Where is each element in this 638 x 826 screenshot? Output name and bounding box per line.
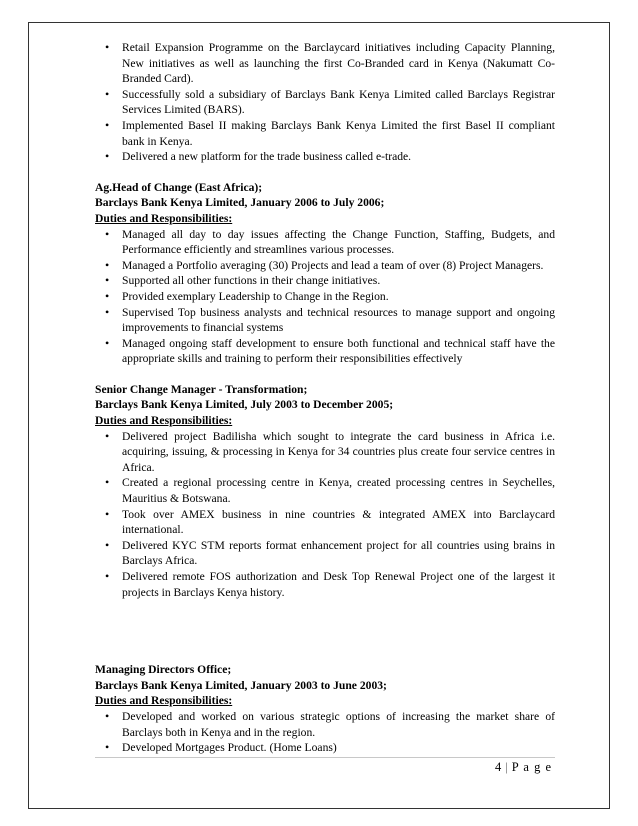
list-item: • Supported all other functions in their change initiatives. — [95, 273, 555, 289]
section-company: Barclays Bank Kenya Limited, January 2006 to July 2006; — [95, 196, 385, 210]
document-body — [95, 40, 555, 756]
list-item: • Provided exemplary Leadership to Change in the Region. — [95, 289, 555, 305]
section-title: Managing Directors Office; — [95, 663, 232, 677]
list-item: • Took over AMEX business in nine countries & integrated AMEX into Barclaycard international. — [95, 507, 555, 538]
list-item: • Successfully sold a subsidiary of Barclays Bank Kenya Limited called Barclays Registrar Services Limited (BARS). — [95, 87, 555, 118]
list-item: • Supervised Top business analysts and technical resources to manage support and ongoing improvements to financial systems — [95, 305, 555, 336]
section-title: Ag.Head of Change (East Africa); — [95, 180, 263, 194]
list-item: • Developed Mortgages Product. (Home Loans) — [95, 740, 555, 756]
list-item: • Delivered a new platform for the trade business called e-trade. — [95, 149, 555, 165]
section-senior-change-manager — [95, 382, 555, 600]
list-item: • Delivered project Badilisha which sought to integrate the card business in Africa i.e. acquiring, issuing, & processing in Kenya for 34 countries plus create four service centres in Africa. — [95, 429, 555, 476]
section-company: Barclays Bank Kenya Limited, July 2003 to December 2005; — [95, 398, 394, 412]
duties-heading: Duties and Responsibilities: — [95, 694, 233, 708]
footer-divider — [95, 757, 555, 758]
duties-heading: Duties and Responsibilities: — [95, 211, 233, 225]
section-company: Barclays Bank Kenya Limited, January 2003 to June 2003; — [95, 678, 387, 692]
page-separator: | — [505, 760, 509, 774]
duties-list — [95, 227, 555, 367]
section-managing-directors-office — [95, 662, 555, 756]
duties-list — [95, 429, 555, 601]
duties-list — [95, 709, 555, 756]
intro-bullet-list — [95, 40, 555, 165]
list-item: • Delivered KYC STM reports format enhancement project for all countries using brains in Barclays Africa. — [95, 538, 555, 569]
section-title: Senior Change Manager - Transformation; — [95, 382, 308, 396]
list-item: • Implemented Basel II making Barclays Bank Kenya Limited the first Basel II compliant bank in Kenya. — [95, 118, 555, 149]
list-item: • Delivered remote FOS authorization and Desk Top Renewal Project one of the largest it projects in Barclays Kenya history. — [95, 569, 555, 600]
list-item: • Managed a Portfolio averaging (30) Projects and lead a team of over (8) Project Managers. — [95, 258, 555, 274]
page-number: 4 — [495, 760, 503, 774]
list-item: • Developed and worked on various strategic options of increasing the market share of Barclays both in Kenya and in the region. — [95, 709, 555, 740]
page-number-footer — [495, 760, 552, 775]
page-label: P a g e — [511, 760, 552, 774]
list-item: • Managed all day to day issues affecting the Change Function, Staffing, Budgets, and Performance efficiently and streamlines various processes. — [95, 227, 555, 258]
list-item: • Created a regional processing centre in Kenya, created processing centres in Seychelles, Mauritius & Botswana. — [95, 475, 555, 506]
section-ag-head-of-change — [95, 180, 555, 367]
duties-heading: Duties and Responsibilities: — [95, 414, 233, 428]
list-item: • Managed ongoing staff development to ensure both functional and technical staff have the appropriate skills and training to perform their responsibilities effectively — [95, 336, 555, 367]
list-item: • Retail Expansion Programme on the Barclaycard initiatives including Capacity Planning, New initiatives as well as launching the first Co-Branded card in Kenya (Nakumatt Co-Branded Card). — [95, 40, 555, 87]
